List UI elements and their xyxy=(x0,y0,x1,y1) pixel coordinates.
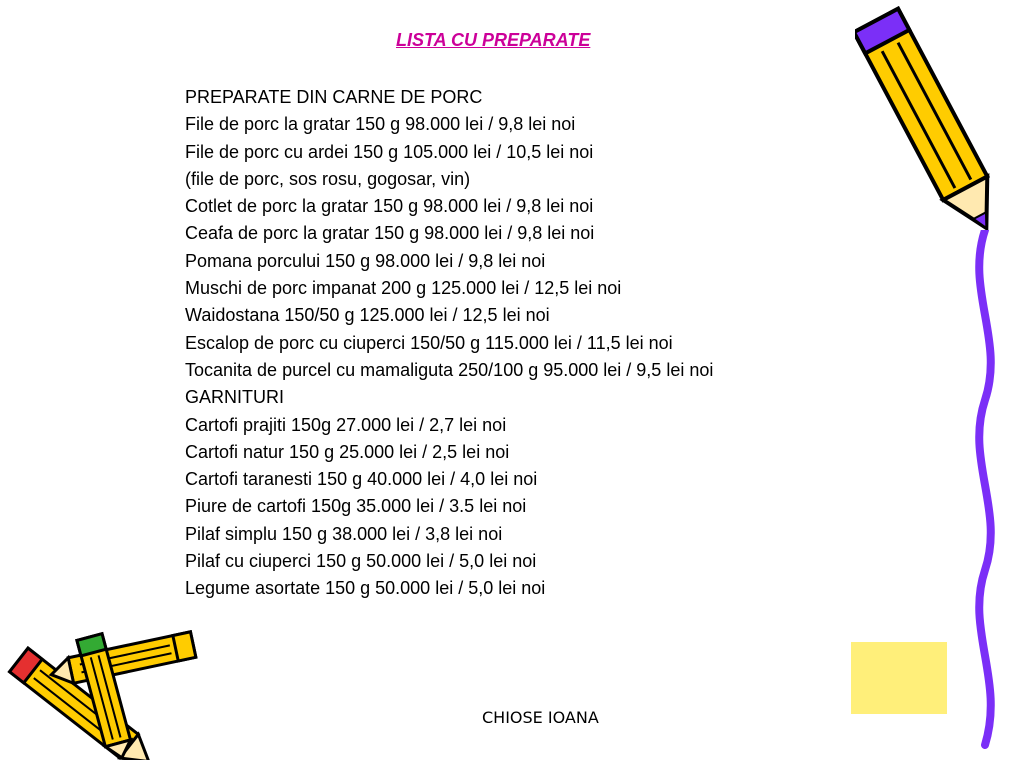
menu-item: Cartofi taranesti 150 g 40.000 lei / 4,0 lei noi xyxy=(185,469,538,490)
menu-list xyxy=(185,84,825,603)
menu-item: Piure de cartofi 150g 35.000 lei / 3.5 lei noi xyxy=(185,496,527,517)
menu-item: Pilaf simplu 150 g 38.000 lei / 3,8 lei noi xyxy=(185,523,503,544)
section-heading-pork: PREPARATE DIN CARNE DE PORC xyxy=(185,87,483,107)
menu-item: Pilaf cu ciuperci 150 g 50.000 lei / 5,0 lei noi xyxy=(185,551,537,572)
menu-item: Cotlet de porc la gratar 150 g 98.000 lei / 9,8 lei noi xyxy=(185,196,594,217)
wavy-line-decoration xyxy=(960,230,1010,750)
menu-item: Legume asortate 150 g 50.000 lei / 5,0 lei noi xyxy=(185,578,546,599)
menu-item: Cartofi prajiti 150g 27.000 lei / 2,7 lei noi xyxy=(185,414,507,435)
menu-item: Cartofi natur 150 g 25.000 lei / 2,5 lei noi xyxy=(185,441,510,462)
menu-item: Pomana porcului 150 g 98.000 lei / 9,8 lei noi xyxy=(185,250,546,271)
menu-item: Tocanita de purcel cu mamaliguta 250/100 g 95.000 lei / 9,5 lei noi xyxy=(185,359,714,380)
yellow-box-decoration xyxy=(851,642,947,714)
menu-item: File de porc la gratar 150 g 98.000 lei / 9,8 lei noi xyxy=(185,114,576,135)
slide-title: LISTA CU PREPARATE xyxy=(396,30,591,50)
section-heading-garnituri: GARNITURI xyxy=(185,387,284,408)
menu-item: Ceafa de porc la gratar 150 g 98.000 lei / 9,8 lei noi xyxy=(185,223,595,244)
menu-item: File de porc cu ardei 150 g 105.000 lei / 10,5 lei noi xyxy=(185,141,594,162)
menu-item: Muschi de porc impanat 200 g 125.000 lei / 12,5 lei noi xyxy=(185,278,622,299)
menu-item: Waidostana 150/50 g 125.000 lei / 12,5 lei noi xyxy=(185,305,550,326)
pencil-top-right-icon xyxy=(855,2,1005,247)
author-name: CHIOSE IOANA xyxy=(482,708,599,727)
menu-item-note: (file de porc, sos rosu, gogosar, vin) xyxy=(185,168,471,189)
pencils-bottom-left-icon xyxy=(0,620,210,760)
menu-item: Escalop de porc cu ciuperci 150/50 g 115.000 lei / 11,5 lei noi xyxy=(185,332,673,353)
